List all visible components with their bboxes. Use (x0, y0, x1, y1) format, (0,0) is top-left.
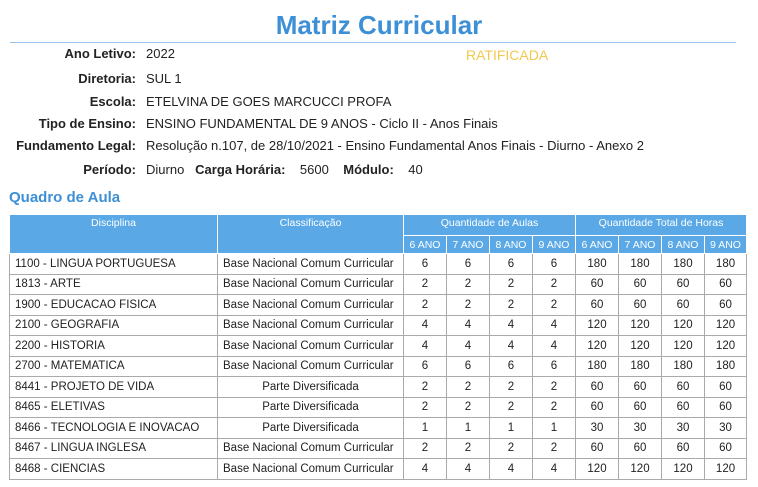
horas-cell: 60 (619, 438, 662, 459)
header-aulas-8-ano: 8 ANO (490, 236, 533, 254)
aulas-cell: 4 (490, 336, 533, 357)
horas-cell: 60 (619, 295, 662, 316)
carga-horaria-label: Carga Horária: (195, 162, 286, 177)
classificacao-cell: Base Nacional Comum Curricular (218, 356, 404, 377)
horas-cell: 120 (576, 336, 619, 357)
table-row (10, 438, 747, 459)
horas-cell: 60 (619, 397, 662, 418)
aulas-cell: 2 (490, 274, 533, 295)
horas-cell: 30 (705, 418, 747, 439)
disciplina-cell: 8466 - TECNOLOGIA E INOVACAO (10, 418, 218, 439)
diretoria-label: Diretoria: (78, 71, 136, 86)
aulas-cell: 6 (447, 254, 490, 275)
aulas-cell: 2 (490, 397, 533, 418)
classificacao-cell: Base Nacional Comum Curricular (218, 274, 404, 295)
aulas-cell: 2 (447, 438, 490, 459)
aulas-cell: 2 (533, 438, 576, 459)
modulo-label: Módulo: (343, 162, 394, 177)
header-horas-7-ano: 7 ANO (619, 236, 662, 254)
horas-cell: 60 (576, 438, 619, 459)
horas-cell: 60 (619, 377, 662, 398)
aulas-cell: 6 (404, 254, 447, 275)
aulas-cell: 2 (490, 438, 533, 459)
table-row (10, 418, 747, 439)
horas-cell: 120 (705, 315, 747, 336)
fundamento-legal-label: Fundamento Legal: (16, 138, 136, 153)
header-aulas-6-ano: 6 ANO (404, 236, 447, 254)
horas-cell: 30 (619, 418, 662, 439)
horas-cell: 120 (662, 459, 705, 480)
horas-cell: 120 (662, 336, 705, 357)
classificacao-cell: Parte Diversificada (218, 377, 404, 398)
disciplina-cell: 2100 - GEOGRAFIA (10, 315, 218, 336)
aulas-cell: 2 (404, 295, 447, 316)
table-row (10, 336, 747, 357)
aulas-cell: 2 (404, 274, 447, 295)
aulas-cell: 2 (404, 438, 447, 459)
section-title: Quadro de Aula (9, 189, 121, 206)
disciplina-cell: 1900 - EDUCACAO FISICA (10, 295, 218, 316)
horas-cell: 60 (662, 438, 705, 459)
carga-horaria-value: 5600 (299, 162, 329, 177)
horas-cell: 60 (705, 295, 747, 316)
aulas-cell: 1 (447, 418, 490, 439)
classificacao-cell: Parte Diversificada (218, 397, 404, 418)
aulas-cell: 4 (490, 315, 533, 336)
title-divider (10, 42, 736, 43)
aulas-cell: 4 (404, 459, 447, 480)
horas-cell: 120 (619, 336, 662, 357)
ano-letivo-value: 2022 (146, 46, 175, 61)
horas-cell: 30 (576, 418, 619, 439)
aulas-cell: 4 (490, 459, 533, 480)
horas-cell: 120 (619, 459, 662, 480)
modulo-value: 40 (408, 162, 423, 177)
aulas-cell: 4 (404, 315, 447, 336)
horas-cell: 60 (662, 295, 705, 316)
horas-cell: 180 (576, 356, 619, 377)
horas-cell: 30 (662, 418, 705, 439)
header-horas-9-ano: 9 ANO (705, 236, 747, 254)
escola-label: Escola: (89, 94, 136, 109)
table-row (10, 254, 747, 275)
aulas-cell: 6 (447, 356, 490, 377)
disciplina-cell: 8468 - CIENCIAS (10, 459, 218, 480)
aulas-cell: 6 (533, 356, 576, 377)
horas-cell: 60 (705, 377, 747, 398)
horas-cell: 180 (705, 254, 747, 275)
header-disciplina: Disciplina (10, 215, 218, 254)
ano-letivo-label: Ano Letivo: (64, 46, 136, 61)
disciplina-cell: 8465 - ELETIVAS (10, 397, 218, 418)
tipo-ensino-value: ENSINO FUNDAMENTAL DE 9 ANOS - Ciclo II - Anos Finais (146, 116, 498, 131)
table-row (10, 295, 747, 316)
aulas-cell: 2 (447, 274, 490, 295)
aulas-cell: 2 (490, 295, 533, 316)
aulas-cell: 2 (533, 295, 576, 316)
horas-cell: 120 (576, 459, 619, 480)
aulas-cell: 2 (533, 377, 576, 398)
horas-cell: 60 (662, 274, 705, 295)
aulas-cell: 4 (533, 336, 576, 357)
aulas-cell: 6 (533, 254, 576, 275)
diretoria-value: SUL 1 (146, 71, 182, 86)
table-row (10, 274, 747, 295)
table-body (10, 254, 747, 480)
aulas-cell: 2 (533, 397, 576, 418)
aulas-cell: 6 (404, 356, 447, 377)
aulas-cell: 6 (490, 254, 533, 275)
horas-cell: 120 (619, 315, 662, 336)
horas-cell: 60 (576, 377, 619, 398)
fundamento-legal-value: Resolução n.107, de 28/10/2021 - Ensino Fundamental Anos Finais - Diurno - Anexo 2 (146, 138, 644, 153)
horas-cell: 120 (576, 315, 619, 336)
classificacao-cell: Base Nacional Comum Curricular (218, 295, 404, 316)
periodo-label: Período: (83, 162, 136, 177)
classificacao-cell: Base Nacional Comum Curricular (218, 254, 404, 275)
aulas-cell: 4 (533, 315, 576, 336)
aulas-cell: 4 (404, 336, 447, 357)
disciplina-cell: 2700 - MATEMATICA (10, 356, 218, 377)
aulas-cell: 2 (404, 397, 447, 418)
horas-cell: 60 (662, 377, 705, 398)
aulas-cell: 2 (533, 274, 576, 295)
aulas-cell: 2 (404, 377, 447, 398)
classificacao-cell: Base Nacional Comum Curricular (218, 459, 404, 480)
escola-value: ETELVINA DE GOES MARCUCCI PROFA (146, 94, 392, 109)
disciplina-cell: 1100 - LINGUA PORTUGUESA (10, 254, 218, 275)
horas-cell: 60 (705, 274, 747, 295)
table-row (10, 377, 747, 398)
horas-cell: 60 (705, 397, 747, 418)
aulas-cell: 4 (447, 315, 490, 336)
aulas-cell: 4 (533, 459, 576, 480)
curriculum-table (9, 214, 747, 480)
header-horas-6-ano: 6 ANO (576, 236, 619, 254)
periodo-value: Diurno (146, 162, 185, 177)
table-row (10, 397, 747, 418)
horas-cell: 180 (619, 356, 662, 377)
aulas-cell: 4 (447, 459, 490, 480)
aulas-cell: 2 (447, 295, 490, 316)
horas-cell: 60 (576, 274, 619, 295)
horas-cell: 60 (576, 295, 619, 316)
horas-cell: 120 (662, 315, 705, 336)
disciplina-cell: 8467 - LINGUA INGLESA (10, 438, 218, 459)
horas-cell: 180 (662, 356, 705, 377)
classificacao-cell: Parte Diversificada (218, 418, 404, 439)
table-row (10, 315, 747, 336)
aulas-cell: 1 (404, 418, 447, 439)
horas-cell: 180 (619, 254, 662, 275)
header-horas-8-ano: 8 ANO (662, 236, 705, 254)
horas-cell: 180 (662, 254, 705, 275)
horas-cell: 60 (619, 274, 662, 295)
horas-cell: 60 (705, 438, 747, 459)
disciplina-cell: 8441 - PROJETO DE VIDA (10, 377, 218, 398)
disciplina-cell: 1813 - ARTE (10, 274, 218, 295)
classificacao-cell: Base Nacional Comum Curricular (218, 438, 404, 459)
tipo-ensino-label: Tipo de Ensino: (38, 116, 136, 131)
horas-cell: 120 (705, 336, 747, 357)
status-badge: RATIFICADA (466, 47, 549, 63)
aulas-cell: 6 (490, 356, 533, 377)
aulas-cell: 2 (490, 377, 533, 398)
header-aulas-9-ano: 9 ANO (533, 236, 576, 254)
header-aulas-7-ano: 7 ANO (447, 236, 490, 254)
header-quantidade-aulas: Quantidade de Aulas (404, 215, 576, 236)
disciplina-cell: 2200 - HISTORIA (10, 336, 218, 357)
horas-cell: 120 (705, 459, 747, 480)
page-title: Matriz Curricular (275, 10, 483, 40)
aulas-cell: 2 (447, 377, 490, 398)
horas-cell: 60 (662, 397, 705, 418)
aulas-cell: 1 (490, 418, 533, 439)
header-quantidade-horas: Quantidade Total de Horas (576, 215, 747, 236)
horas-cell: 60 (576, 397, 619, 418)
header-classificacao: Classificação (218, 215, 404, 254)
table-row (10, 459, 747, 480)
horas-cell: 180 (705, 356, 747, 377)
table-row (10, 356, 747, 377)
aulas-cell: 2 (447, 397, 490, 418)
classificacao-cell: Base Nacional Comum Curricular (218, 336, 404, 357)
classificacao-cell: Base Nacional Comum Curricular (218, 315, 404, 336)
horas-cell: 180 (576, 254, 619, 275)
aulas-cell: 1 (533, 418, 576, 439)
periodo-line (146, 160, 423, 180)
aulas-cell: 4 (447, 336, 490, 357)
